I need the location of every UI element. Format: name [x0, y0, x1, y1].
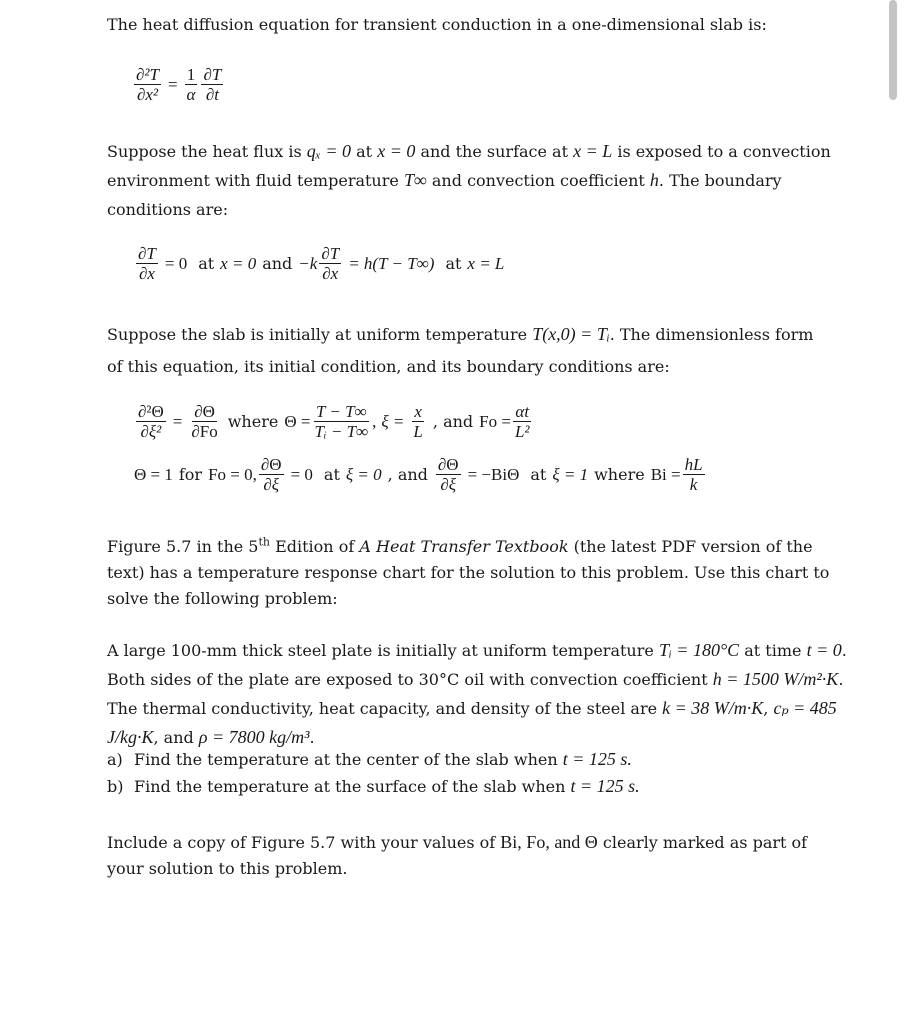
problem-statement: A large 100-mm thick steel plate is initially at uniform temperature Tᵢ = 180°C at time t = 0. Both sides of the plate are exposed to 30°C oil with convection coefficient h = 1500 W/m²·K. The thermal conductivity, heat capacity, and density of the steel are k = 38 W/m·K, cₚ = 485 J/kg·K, and ρ = 7800 kg/m³. — [107, 640, 847, 747]
scrollbar-thumb[interactable] — [889, 0, 897, 100]
closing-instructions: Include a copy of Figure 5.7 with your values of Bi, Fo, and Θ clearly marked as part of your solution to this problem. — [107, 832, 808, 878]
intro-text: The heat diffusion equation for transient conduction in a one-dimensional slab is: — [107, 15, 767, 34]
boundary-conditions-equation: $\frac{\partial T}{\partial x}$ = 0 at x = 0 and −k $\frac{\partial T}{\partial x}$ = h(T − T∞) at x = L — [138, 244, 505, 283]
heat-diffusion-equation: $\frac{\text{∂²T}}{\text{∂x²}}$ = $\frac{1}{\alpha}$ $\frac{\partial T}{\partial t}$ — [136, 65, 222, 104]
dimensionless-intro-paragraph: Suppose the slab is initially at uniform temperature T(x,0) = Tᵢ. The dimensionless form of this equation, its initial condition, and its boundary conditions are: — [107, 324, 814, 376]
figure-reference-paragraph: Figure 5.7 in the 5th Edition of A Heat Transfer Textbook (the latest PDF version of the text) has a temperature response chart for the solution to this problem. Use this chart to solve the following problem: — [107, 535, 830, 608]
question-b: b) Find the temperature at the surface of the slab when t = 125 s. — [107, 776, 640, 796]
dimensionless-conditions: Θ = 1 for Fo = 0, $\frac{\partial\Theta}{\partial\xi}$ = 0 at ξ = 0 , and $\frac{\partial\Theta}{\partial\xi}$ = −BiΘ at ξ = 1 where Bi = $\frac{hL}{k}$ — [134, 455, 703, 494]
dimensionless-equation: $\frac{\text{∂²Θ}}{\text{∂ξ²}}$ = $\frac{\partial\Theta}{\partial Fo}$ where Θ = $\frac{T - T\infty}{\text{Tᵢ − T∞}}$ , ξ = $\frac{x}{L}$ , and Fo = $\frac{\alpha t}{\text{L²}}$ — [138, 402, 530, 441]
boundary-intro-paragraph: Suppose the heat flux is qₓ = 0 at x = 0 and the surface at x = L is exposed to a convection environment with fluid temperature T∞ and convection coefficient h. The boundary conditions are: — [107, 141, 831, 219]
question-a: a) Find the temperature at the center of the slab when t = 125 s. — [107, 749, 632, 769]
